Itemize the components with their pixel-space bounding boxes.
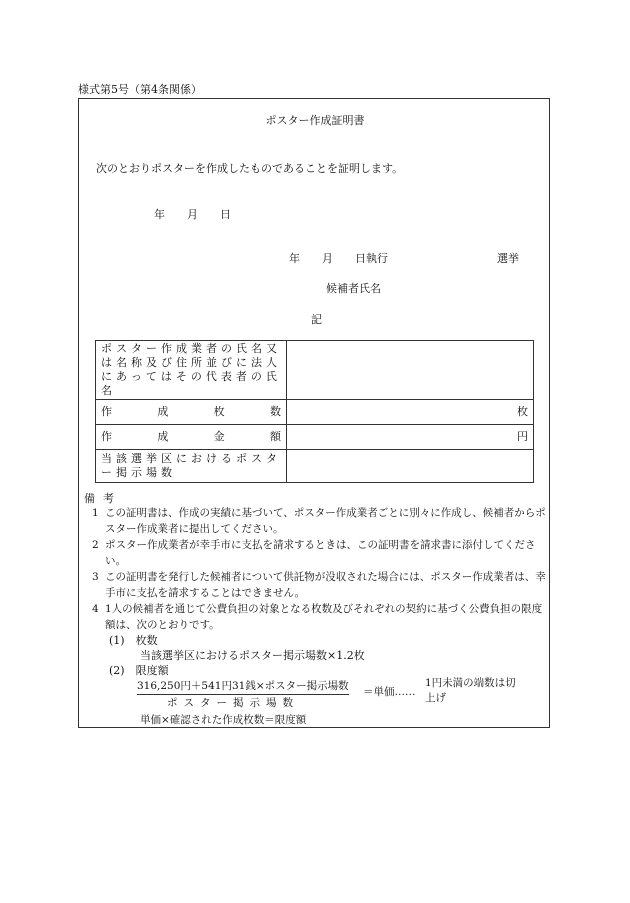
fraction-numerator: 316,250円＋541円31銭×ポスター掲示場数 [137, 678, 349, 695]
fraction-denominator: ポスター掲示場数 [167, 697, 299, 709]
remark-note: 4 1人の候補者を通じて公費負担の対象となる枚数及びそれぞれの契約に基づく公費負担の限度額は、次のとおりです。 [92, 603, 543, 631]
table-row [96, 400, 534, 425]
document-title: ポスター作成証明書 [265, 114, 365, 127]
remark-note: 3 この証明書を発行した候補者について供託物が没収された場合には、ポスター作成業者は、幸手市に支払を請求することはできません。 [92, 571, 546, 599]
maker-name-value[interactable] [287, 341, 534, 400]
certification-statement: 次のとおりポスターを作成したものであることを証明します。 [96, 162, 404, 175]
remark-note: 2 ポスター作成業者が幸手市に支払を請求するときは、この証明書を請求書に添付してください。 [92, 539, 536, 567]
quantity-formula: 当該選挙区におけるポスター掲示場数×1.2枚 [140, 649, 365, 662]
certificate-table [95, 340, 534, 483]
rounding-note: 1円未満の端数は切上げ [425, 677, 516, 704]
sub-item-limit: (2) 限度額 [109, 664, 169, 677]
quantity-label: 作 成 枚 数 [101, 405, 281, 418]
quantity-value[interactable] [287, 400, 534, 425]
remarks-title: 備考 [84, 492, 122, 505]
candidate-name-label: 候補者氏名 [326, 282, 381, 295]
quantity-unit: 枚 [517, 405, 528, 418]
amount-value[interactable] [287, 425, 534, 450]
unit-price-fraction [137, 678, 349, 710]
maker-name-label: ポスター作成業者の氏名又は名称及び住所並びに法人にあってはその代表者の氏名 [101, 342, 281, 397]
table-row [96, 450, 534, 483]
amount-unit: 円 [517, 430, 528, 443]
unit-price-equals: ＝単価…… [363, 686, 416, 698]
election-name-suffix: 選挙 [497, 252, 519, 265]
ki-heading: 記 [311, 313, 322, 326]
issue-date-line: 年 月 日 [154, 208, 231, 221]
election-date-line: 年 月 日執行 [289, 252, 388, 265]
limit-formula: 単価×確認された作成枚数＝限度額 [140, 714, 307, 726]
poster-sites-label: 当該選挙区におけるポスター掲示場数 [101, 452, 281, 479]
table-row [96, 341, 534, 400]
table-row [96, 425, 534, 450]
remark-note: 1 この証明書は、作成の実績に基づいて、ポスター作成業者ごとに別々に作成し、候補者からポスター作成業者に提出してください。 [92, 507, 546, 535]
poster-sites-value[interactable] [287, 450, 534, 483]
form-reference: 様式第5号（第4条関係） [78, 83, 202, 96]
amount-label: 作 成 金 額 [101, 430, 281, 443]
sub-item-quantity: (1) 枚数 [109, 634, 158, 647]
